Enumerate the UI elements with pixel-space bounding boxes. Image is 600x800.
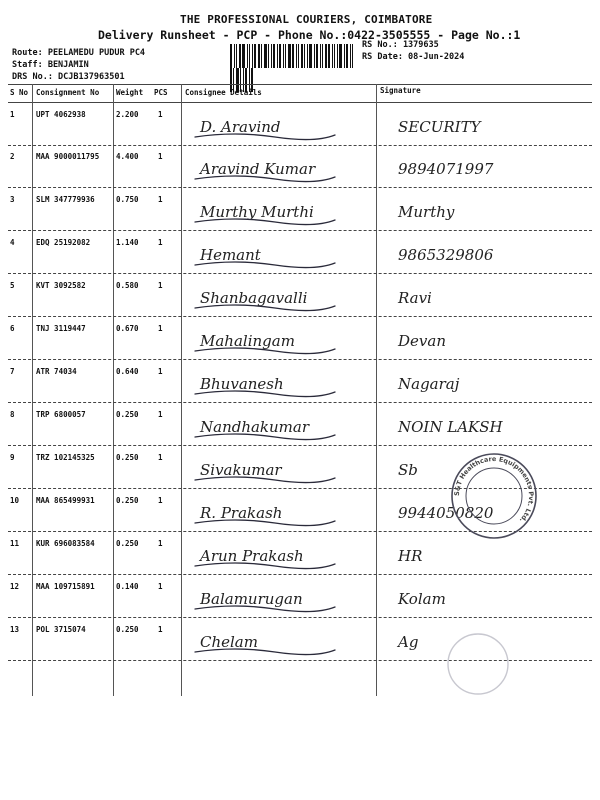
row-pcs: 1 [158, 152, 163, 161]
row-consignment-no: MAA 865499931 [36, 496, 95, 505]
row-separator [8, 230, 592, 231]
signature-flourish [195, 134, 335, 140]
staff-label: Staff: BENJAMIN [12, 60, 89, 70]
handwritten-consignee-name: Balamurugan [200, 590, 303, 608]
signature-flourish [195, 606, 335, 612]
col-header-sno: S No [10, 88, 29, 97]
row-consignment-no: SLM 347779936 [36, 195, 95, 204]
row-pcs: 1 [158, 238, 163, 247]
row-separator [8, 531, 592, 532]
row-sno: 11 [10, 539, 20, 548]
row-sno: 4 [10, 238, 15, 247]
row-weight: 0.250 [116, 453, 139, 462]
column-divider [376, 84, 377, 696]
column-divider [32, 84, 33, 696]
row-pcs: 1 [158, 453, 163, 462]
col-header-pcs: PCS [154, 88, 168, 97]
handwritten-consignee-name: D. Aravind [200, 118, 281, 136]
row-pcs: 1 [158, 625, 163, 634]
row-consignment-no: KUR 696083584 [36, 539, 95, 548]
handwritten-signature: 9865329806 [398, 246, 494, 264]
stamp-text: S&T Healthcare Equipments Pvt. Ltd. [452, 454, 536, 525]
handwritten-consignee-name: Chelam [200, 633, 258, 651]
signature-flourish [195, 219, 335, 225]
handwritten-signature: Devan [398, 332, 446, 350]
row-weight: 0.250 [116, 625, 139, 634]
row-sno: 7 [10, 367, 15, 376]
row-sno: 2 [10, 152, 15, 161]
row-sno: 3 [10, 195, 15, 204]
runsheet-title: Delivery Runsheet - PCP - Phone No.:0422-3505555 - Page No.:1 [98, 28, 521, 42]
row-separator [8, 316, 592, 317]
table-header-rule [8, 102, 592, 103]
row-separator [8, 488, 592, 489]
col-header-signature: Signature [380, 86, 421, 95]
faded-stamp [448, 634, 508, 694]
row-separator [8, 187, 592, 188]
row-separator [8, 273, 592, 274]
row-weight: 0.640 [116, 367, 139, 376]
row-weight: 0.250 [116, 539, 139, 548]
row-pcs: 1 [158, 281, 163, 290]
signature-flourish [195, 348, 335, 354]
row-weight: 0.580 [116, 281, 139, 290]
stamp-outer-ring [452, 454, 536, 538]
signature-flourish [195, 520, 335, 526]
handwritten-consignee-name: Shanbagavalli [200, 289, 308, 307]
row-weight: 2.200 [116, 110, 139, 119]
row-weight: 0.670 [116, 324, 139, 333]
stamp-inner-ring [466, 468, 522, 524]
signature-flourish [195, 477, 335, 483]
company-stamp [452, 454, 536, 538]
row-pcs: 1 [158, 367, 163, 376]
row-separator [8, 660, 592, 661]
signature-flourish [195, 262, 335, 268]
signature-flourish [195, 649, 335, 655]
handwritten-signature: 9944050820 [398, 504, 494, 522]
handwritten-signature: SECURITY [398, 118, 481, 136]
row-pcs: 1 [158, 582, 163, 591]
handwritten-consignee-name: Nandhakumar [200, 418, 310, 436]
row-weight: 0.750 [116, 195, 139, 204]
rs-number: RS No.: 1379635 [362, 40, 439, 50]
row-sno: 10 [10, 496, 20, 505]
col-header-consignee: Consignee Details [185, 88, 262, 97]
row-consignment-no: POL 3715074 [36, 625, 86, 634]
row-sno: 12 [10, 582, 20, 591]
column-divider [113, 84, 114, 696]
row-consignment-no: TNJ 3119447 [36, 324, 86, 333]
row-weight: 0.140 [116, 582, 139, 591]
handwritten-signature: 9894071997 [398, 160, 494, 178]
row-separator [8, 617, 592, 618]
row-pcs: 1 [158, 496, 163, 505]
handwritten-signature: Murthy [398, 203, 455, 221]
company-title: THE PROFESSIONAL COURIERS, COIMBATORE [180, 13, 433, 26]
handwritten-consignee-name: R. Prakash [200, 504, 283, 522]
row-sno: 13 [10, 625, 20, 634]
row-sno: 6 [10, 324, 15, 333]
handwritten-signature: HR [398, 547, 423, 565]
row-consignment-no: TRZ 102145325 [36, 453, 95, 462]
drs-number: DRS No.: DCJB137963501 [12, 72, 125, 82]
handwritten-signature: Ravi [398, 289, 432, 307]
handwritten-signature: NOIN LAKSH [398, 418, 503, 436]
handwritten-consignee-name: Hemant [200, 246, 261, 264]
col-header-weight: Weight [116, 88, 144, 97]
row-weight: 0.250 [116, 410, 139, 419]
signature-flourish [195, 305, 335, 311]
barcode [230, 44, 356, 68]
row-weight: 4.400 [116, 152, 139, 161]
row-consignment-no: UPT 4062938 [36, 110, 86, 119]
row-separator [8, 145, 592, 146]
row-consignment-no: ATR 74034 [36, 367, 77, 376]
row-separator [8, 574, 592, 575]
row-pcs: 1 [158, 410, 163, 419]
row-separator [8, 359, 592, 360]
signature-flourish [195, 391, 335, 397]
row-pcs: 1 [158, 324, 163, 333]
signature-flourish [195, 434, 335, 440]
table-top-rule [8, 84, 592, 85]
row-pcs: 1 [158, 539, 163, 548]
row-consignment-no: TRP 6800057 [36, 410, 86, 419]
row-weight: 0.250 [116, 496, 139, 505]
row-sno: 8 [10, 410, 15, 419]
handwritten-consignee-name: Murthy Murthi [200, 203, 314, 221]
col-header-consignment: Consignment No [36, 88, 100, 97]
handwritten-consignee-name: Aravind Kumar [200, 160, 316, 178]
row-separator [8, 445, 592, 446]
signature-flourish [195, 176, 335, 182]
row-pcs: 1 [158, 195, 163, 204]
rs-date: RS Date: 08-Jun-2024 [362, 52, 465, 62]
handwritten-consignee-name: Arun Prakash [200, 547, 304, 565]
row-sno: 1 [10, 110, 15, 119]
row-consignment-no: KVT 3092582 [36, 281, 86, 290]
signature-flourish [195, 563, 335, 569]
handwritten-consignee-name: Bhuvanesh [200, 375, 284, 393]
row-consignment-no: EDQ 25192082 [36, 238, 91, 247]
row-pcs: 1 [158, 110, 163, 119]
row-sno: 9 [10, 453, 15, 462]
handwritten-consignee-name: Sivakumar [200, 461, 282, 479]
route-label: Route: PEELAMEDU PUDUR PC4 [12, 48, 146, 58]
handwritten-consignee-name: Mahalingam [200, 332, 295, 350]
handwritten-signature: Nagaraj [398, 375, 460, 393]
row-sno: 5 [10, 281, 15, 290]
row-separator [8, 402, 592, 403]
row-consignment-no: MAA 9000011795 [36, 152, 100, 161]
handwritten-signature: Kolam [398, 590, 446, 608]
handwritten-signature: Ag [398, 633, 419, 651]
column-divider [181, 84, 182, 696]
handwritten-signature: Sb [398, 461, 418, 479]
row-weight: 1.140 [116, 238, 139, 247]
row-consignment-no: MAA 109715891 [36, 582, 95, 591]
